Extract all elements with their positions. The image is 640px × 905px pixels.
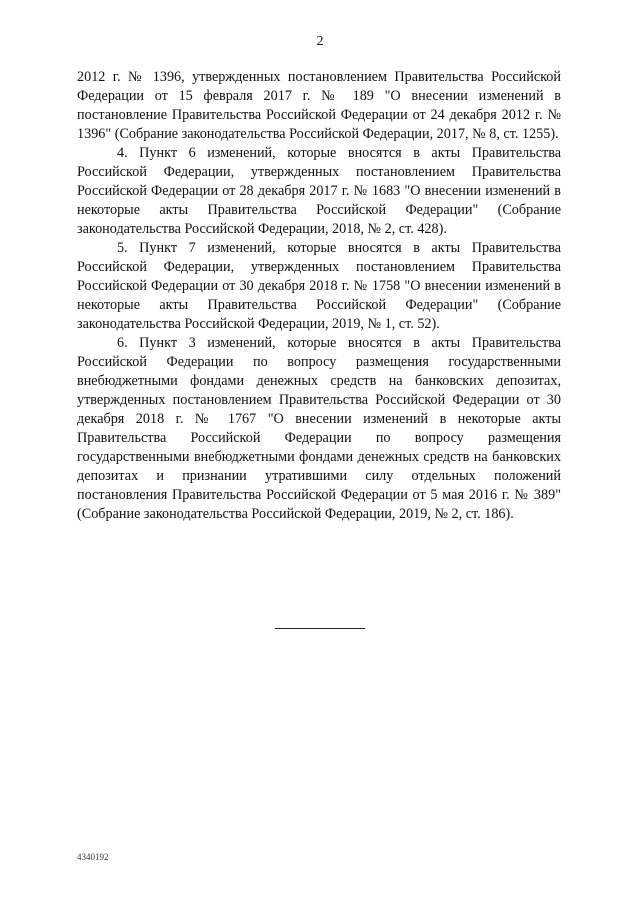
paragraph-item-5: 5. Пункт 7 изменений, которые вносятся в акты Правительства Российской Федерации, утвержденных постановлением Правительства Российской Федерации от 30 декабря 2018 г. № 1758 "О внесении изменений в некоторые акты Правительства Российской Федерации" (Собрание законодательства Российской Федерации, 2019, № 1, ст. 52). <box>77 240 561 332</box>
page-number: 2 <box>316 34 324 49</box>
paragraph-item-6: 6. Пункт 3 изменений, которые вносятся в акты Правительства Российской Федерации по вопросу размещения государственными внебюджетными фондами денежных средств на банковских депозитах, утвержденных постановлением Правительства Российской Федерации от 30 декабря 2018 г. № 1767 "О внесении изменений в некоторые акты Правительства Российской Федерации по вопросу размещения государственными внебюджетными фондами денежных средств на банковских депозитах и признании утратившими силу отдельных положений постановления Правительства Российской Федерации от 5 мая 2016 г. № 389" (Собрание законодательства Российской Федерации, 2019, № 2, ст. 186). <box>77 335 561 522</box>
end-separator-line <box>275 628 365 629</box>
document-code: 4340192 <box>77 852 109 862</box>
paragraph-item-4: 4. Пункт 6 изменений, которые вносятся в акты Правительства Российской Федерации, утвержденных постановлением Правительства Российской Федерации от 28 декабря 2017 г. № 1683 "О внесении изменений в некоторые акты Правительства Российской Федерации" (Собрание законодательства Российской Федерации, 2018, № 2, ст. 428). <box>77 145 561 237</box>
document-body <box>77 68 561 524</box>
paragraph-continuation: 2012 г. № 1396, утвержденных постановлением Правительства Российской Федерации от 15 февраля 2017 г. № 189 "О внесении изменений в постановление Правительства Российской Федерации от 24 декабря 2012 г. № 1396" (Собрание законодательства Российской Федерации, 2017, № 8, ст. 1255). <box>77 69 561 142</box>
